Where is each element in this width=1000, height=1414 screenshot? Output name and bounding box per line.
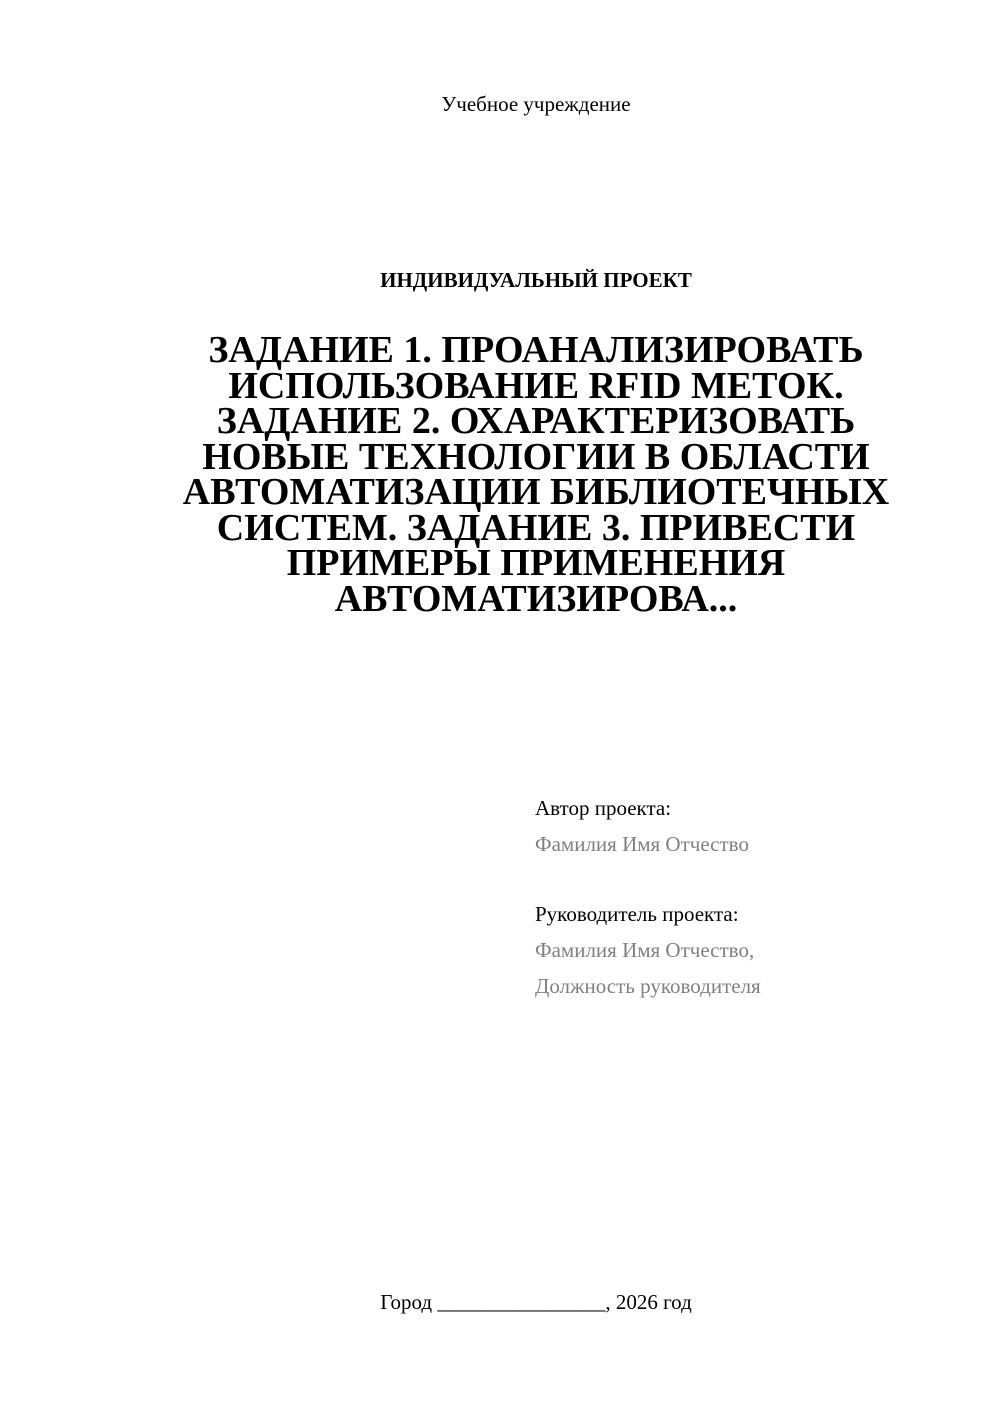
author-name: Фамилия Имя Отчество — [535, 832, 749, 856]
supervisor-block — [535, 896, 761, 1004]
supervisor-position: Должность руководителя — [535, 974, 761, 998]
title-line: ЗАДАНИЕ 2. ОХАРАКТЕРИЗОВАТЬ — [216, 400, 856, 442]
author-block — [535, 790, 749, 862]
institution-name: Учебное учреждение — [441, 92, 631, 116]
title-line: АВТОМАТИЗИРОВА... — [334, 577, 738, 620]
title-line: ИСПОЛЬЗОВАНИЕ RFID МЕТОК. — [228, 364, 844, 407]
title-line: ЗАДАНИЕ 1. ПРОАНАЛИЗИРОВАТЬ — [208, 329, 864, 371]
project-title — [170, 329, 902, 620]
city-year: Город ________________, 2026 год — [380, 1290, 692, 1314]
title-line: ПРИМЕРЫ ПРИМЕНЕНИЯ — [286, 542, 786, 584]
title-line: СИСТЕМ. ЗАДАНИЕ 3. ПРИВЕСТИ — [216, 506, 856, 549]
title-line: АВТОМАТИЗАЦИИ БИБЛИОТЕЧНЫХ — [182, 471, 890, 513]
author-label: Автор проекта: — [535, 796, 672, 820]
supervisor-label: Руководитель проекта: — [535, 902, 739, 926]
supervisor-name: Фамилия Имя Отчество, — [535, 938, 755, 962]
title-line: НОВЫЕ ТЕХНОЛОГИИ В ОБЛАСТИ — [202, 435, 870, 478]
project-type: ИНДИВИДУАЛЬНЫЙ ПРОЕКТ — [380, 268, 692, 292]
